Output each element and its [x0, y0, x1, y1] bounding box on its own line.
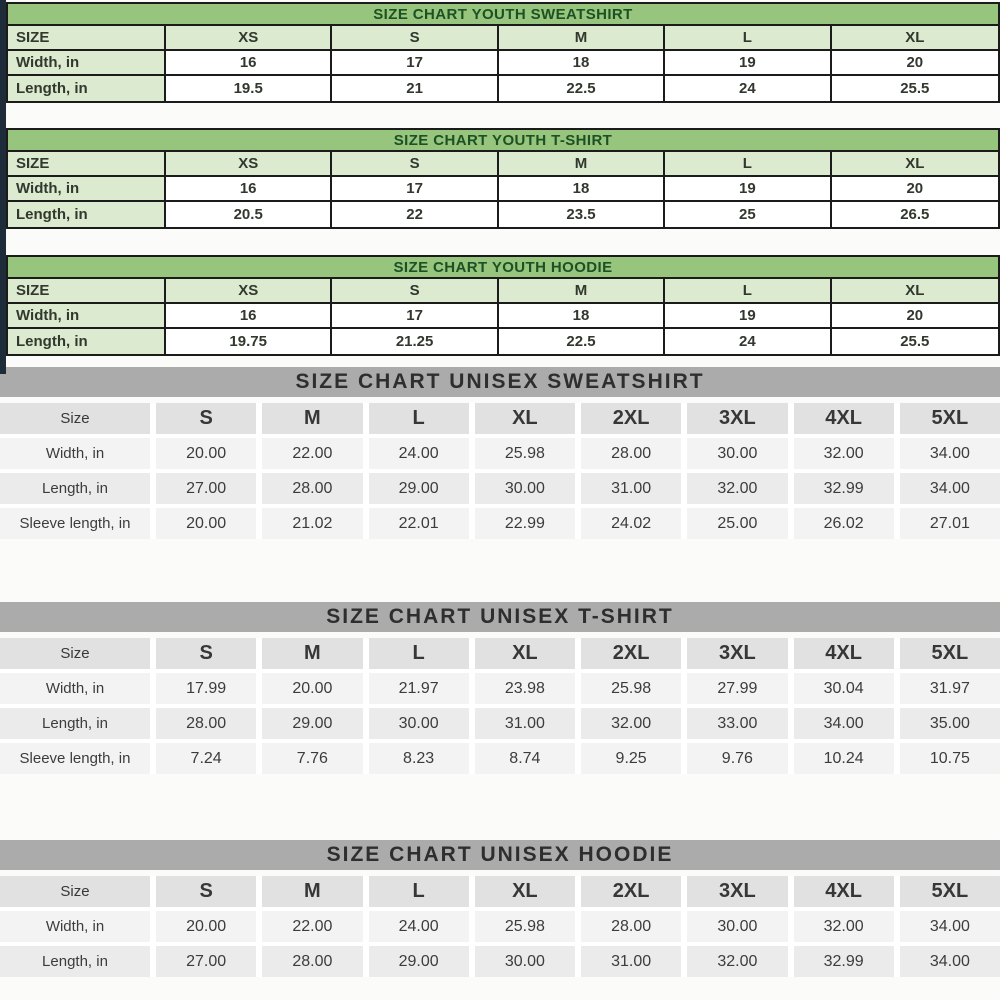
table-title: SIZE CHART YOUTH SWEATSHIRT [8, 4, 998, 26]
size-value-cell: 25.5 [832, 76, 998, 101]
size-value-cell: 32.99 [794, 473, 894, 504]
size-value-cell: 17 [332, 51, 498, 76]
size-value-cell: 31.97 [900, 673, 1000, 704]
size-col-header: L [665, 26, 831, 51]
size-value-cell: 27.01 [900, 508, 1000, 539]
size-chart-youth-hoodie-table [6, 255, 1000, 356]
size-value-cell: 26.5 [832, 202, 998, 227]
size-header-label: Size [0, 403, 150, 434]
size-value-cell: 21.02 [262, 508, 362, 539]
size-value-cell: 28.00 [156, 708, 256, 739]
row-label: Width, in [8, 177, 166, 202]
size-value-cell: 31.00 [581, 946, 681, 977]
size-value-cell: 25 [665, 202, 831, 227]
size-value-cell: 22.00 [262, 438, 362, 469]
size-col-header: 4XL [794, 638, 894, 669]
size-col-header: XL [475, 403, 575, 434]
size-value-cell: 17.99 [156, 673, 256, 704]
size-value-cell: 30.00 [475, 946, 575, 977]
row-label: Length, in [0, 708, 150, 739]
row-label: Width, in [0, 673, 150, 704]
size-value-cell: 22.01 [369, 508, 469, 539]
size-col-header: L [369, 638, 469, 669]
size-col-header: XL [475, 876, 575, 907]
size-value-cell: 25.00 [687, 508, 787, 539]
size-value-cell: 27.00 [156, 473, 256, 504]
size-chart-unisex-sweatshirt-table [0, 367, 1000, 539]
size-value-cell: 34.00 [900, 911, 1000, 942]
size-value-cell: 23.98 [475, 673, 575, 704]
size-value-cell: 22.00 [262, 911, 362, 942]
row-label: Sleeve length, in [0, 508, 150, 539]
size-value-cell: 9.76 [687, 743, 787, 774]
size-col-header: 5XL [900, 876, 1000, 907]
size-value-cell: 28.00 [262, 473, 362, 504]
size-header-label: Size [0, 638, 150, 669]
row-label: Length, in [8, 202, 166, 227]
size-value-cell: 32.00 [687, 946, 787, 977]
size-header-label: SIZE [8, 279, 166, 304]
size-value-cell: 29.00 [369, 473, 469, 504]
size-value-cell: 31.00 [475, 708, 575, 739]
size-value-cell: 24 [665, 329, 831, 354]
size-value-cell: 22.5 [499, 329, 665, 354]
size-chart-unisex-hoodie-table [0, 840, 1000, 977]
size-col-header: S [332, 279, 498, 304]
size-value-cell: 27.00 [156, 946, 256, 977]
size-value-cell: 20 [832, 304, 998, 329]
size-value-cell: 19.5 [166, 76, 332, 101]
size-col-header: L [665, 279, 831, 304]
size-col-header: S [156, 638, 256, 669]
size-chart-youth-sweatshirt-table [6, 2, 1000, 103]
size-value-cell: 28.00 [581, 911, 681, 942]
size-value-cell: 17 [332, 304, 498, 329]
size-value-cell: 25.5 [832, 329, 998, 354]
size-col-header: S [156, 403, 256, 434]
size-col-header: XL [475, 638, 575, 669]
size-grid [0, 638, 1000, 774]
size-value-cell: 10.75 [900, 743, 1000, 774]
row-label: Length, in [8, 329, 166, 354]
size-col-header: S [156, 876, 256, 907]
size-col-header: L [665, 152, 831, 177]
size-col-header: M [262, 638, 362, 669]
size-value-cell: 21 [332, 76, 498, 101]
size-col-header: S [332, 26, 498, 51]
size-value-cell: 20 [832, 51, 998, 76]
size-value-cell: 18 [499, 177, 665, 202]
size-value-cell: 16 [166, 304, 332, 329]
size-value-cell: 34.00 [900, 473, 1000, 504]
size-col-header: M [499, 152, 665, 177]
size-col-header: L [369, 403, 469, 434]
size-value-cell: 31.00 [581, 473, 681, 504]
size-value-cell: 34.00 [794, 708, 894, 739]
unisex-section [0, 367, 1000, 977]
size-value-cell: 32.99 [794, 946, 894, 977]
size-value-cell: 34.00 [900, 946, 1000, 977]
size-value-cell: 7.76 [262, 743, 362, 774]
size-col-header: M [499, 26, 665, 51]
size-value-cell: 21.25 [332, 329, 498, 354]
row-label: Width, in [0, 438, 150, 469]
size-value-cell: 20.00 [156, 508, 256, 539]
size-grid [8, 279, 998, 354]
size-value-cell: 8.74 [475, 743, 575, 774]
size-col-header: XS [166, 279, 332, 304]
size-col-header: XS [166, 26, 332, 51]
row-label: Length, in [0, 946, 150, 977]
size-value-cell: 20 [832, 177, 998, 202]
size-value-cell: 25.98 [475, 438, 575, 469]
size-grid [0, 403, 1000, 539]
size-col-header: S [332, 152, 498, 177]
size-value-cell: 24 [665, 76, 831, 101]
size-col-header: XL [832, 26, 998, 51]
size-value-cell: 28.00 [262, 946, 362, 977]
size-header-label: Size [0, 876, 150, 907]
left-edge-strip [0, 0, 6, 374]
size-value-cell: 21.97 [369, 673, 469, 704]
size-col-header: M [499, 279, 665, 304]
size-value-cell: 25.98 [475, 911, 575, 942]
size-grid [8, 26, 998, 101]
size-col-header: XL [832, 152, 998, 177]
table-title: SIZE CHART YOUTH T-SHIRT [8, 130, 998, 152]
size-value-cell: 30.00 [687, 438, 787, 469]
size-value-cell: 33.00 [687, 708, 787, 739]
size-header-label: SIZE [8, 152, 166, 177]
size-value-cell: 20.00 [262, 673, 362, 704]
table-title: SIZE CHART UNISEX HOODIE [0, 840, 1000, 870]
size-col-header: 2XL [581, 403, 681, 434]
size-value-cell: 26.02 [794, 508, 894, 539]
size-chart-youth-t-shirt-table [6, 128, 1000, 229]
size-value-cell: 30.00 [687, 911, 787, 942]
size-col-header: 5XL [900, 638, 1000, 669]
size-header-label: SIZE [8, 26, 166, 51]
size-value-cell: 24.00 [369, 438, 469, 469]
size-col-header: M [262, 876, 362, 907]
size-value-cell: 25.98 [581, 673, 681, 704]
size-value-cell: 32.00 [687, 473, 787, 504]
size-chart-unisex-t-shirt-table [0, 602, 1000, 774]
size-value-cell: 35.00 [900, 708, 1000, 739]
size-col-header: 2XL [581, 876, 681, 907]
size-col-header: 4XL [794, 876, 894, 907]
size-col-header: 2XL [581, 638, 681, 669]
size-value-cell: 16 [166, 51, 332, 76]
size-value-cell: 32.00 [581, 708, 681, 739]
size-value-cell: 7.24 [156, 743, 256, 774]
size-value-cell: 19 [665, 51, 831, 76]
size-col-header: M [262, 403, 362, 434]
size-value-cell: 19.75 [166, 329, 332, 354]
size-value-cell: 30.04 [794, 673, 894, 704]
size-value-cell: 19 [665, 177, 831, 202]
size-value-cell: 16 [166, 177, 332, 202]
row-label: Length, in [0, 473, 150, 504]
size-col-header: XL [832, 279, 998, 304]
size-value-cell: 20.00 [156, 438, 256, 469]
size-value-cell: 32.00 [794, 438, 894, 469]
size-value-cell: 34.00 [900, 438, 1000, 469]
row-label: Width, in [8, 51, 166, 76]
size-col-header: XS [166, 152, 332, 177]
size-value-cell: 17 [332, 177, 498, 202]
size-value-cell: 10.24 [794, 743, 894, 774]
row-label: Length, in [8, 76, 166, 101]
size-value-cell: 8.23 [369, 743, 469, 774]
size-value-cell: 23.5 [499, 202, 665, 227]
size-value-cell: 29.00 [262, 708, 362, 739]
size-value-cell: 18 [499, 51, 665, 76]
size-value-cell: 27.99 [687, 673, 787, 704]
size-value-cell: 32.00 [794, 911, 894, 942]
row-label: Width, in [8, 304, 166, 329]
size-value-cell: 24.02 [581, 508, 681, 539]
size-col-header: 3XL [687, 403, 787, 434]
row-label: Width, in [0, 911, 150, 942]
size-value-cell: 20.5 [166, 202, 332, 227]
size-grid [8, 152, 998, 227]
table-title: SIZE CHART UNISEX SWEATSHIRT [0, 367, 1000, 397]
size-value-cell: 18 [499, 304, 665, 329]
size-value-cell: 22.5 [499, 76, 665, 101]
table-title: SIZE CHART YOUTH HOODIE [8, 257, 998, 279]
size-value-cell: 24.00 [369, 911, 469, 942]
size-grid [0, 876, 1000, 977]
size-col-header: 3XL [687, 876, 787, 907]
youth-section [6, 0, 1000, 356]
size-value-cell: 30.00 [369, 708, 469, 739]
size-value-cell: 29.00 [369, 946, 469, 977]
row-label: Sleeve length, in [0, 743, 150, 774]
size-value-cell: 22 [332, 202, 498, 227]
table-title: SIZE CHART UNISEX T-SHIRT [0, 602, 1000, 632]
size-value-cell: 20.00 [156, 911, 256, 942]
size-value-cell: 28.00 [581, 438, 681, 469]
size-value-cell: 19 [665, 304, 831, 329]
size-value-cell: 30.00 [475, 473, 575, 504]
size-col-header: L [369, 876, 469, 907]
size-value-cell: 22.99 [475, 508, 575, 539]
size-col-header: 4XL [794, 403, 894, 434]
size-value-cell: 9.25 [581, 743, 681, 774]
size-col-header: 3XL [687, 638, 787, 669]
size-col-header: 5XL [900, 403, 1000, 434]
